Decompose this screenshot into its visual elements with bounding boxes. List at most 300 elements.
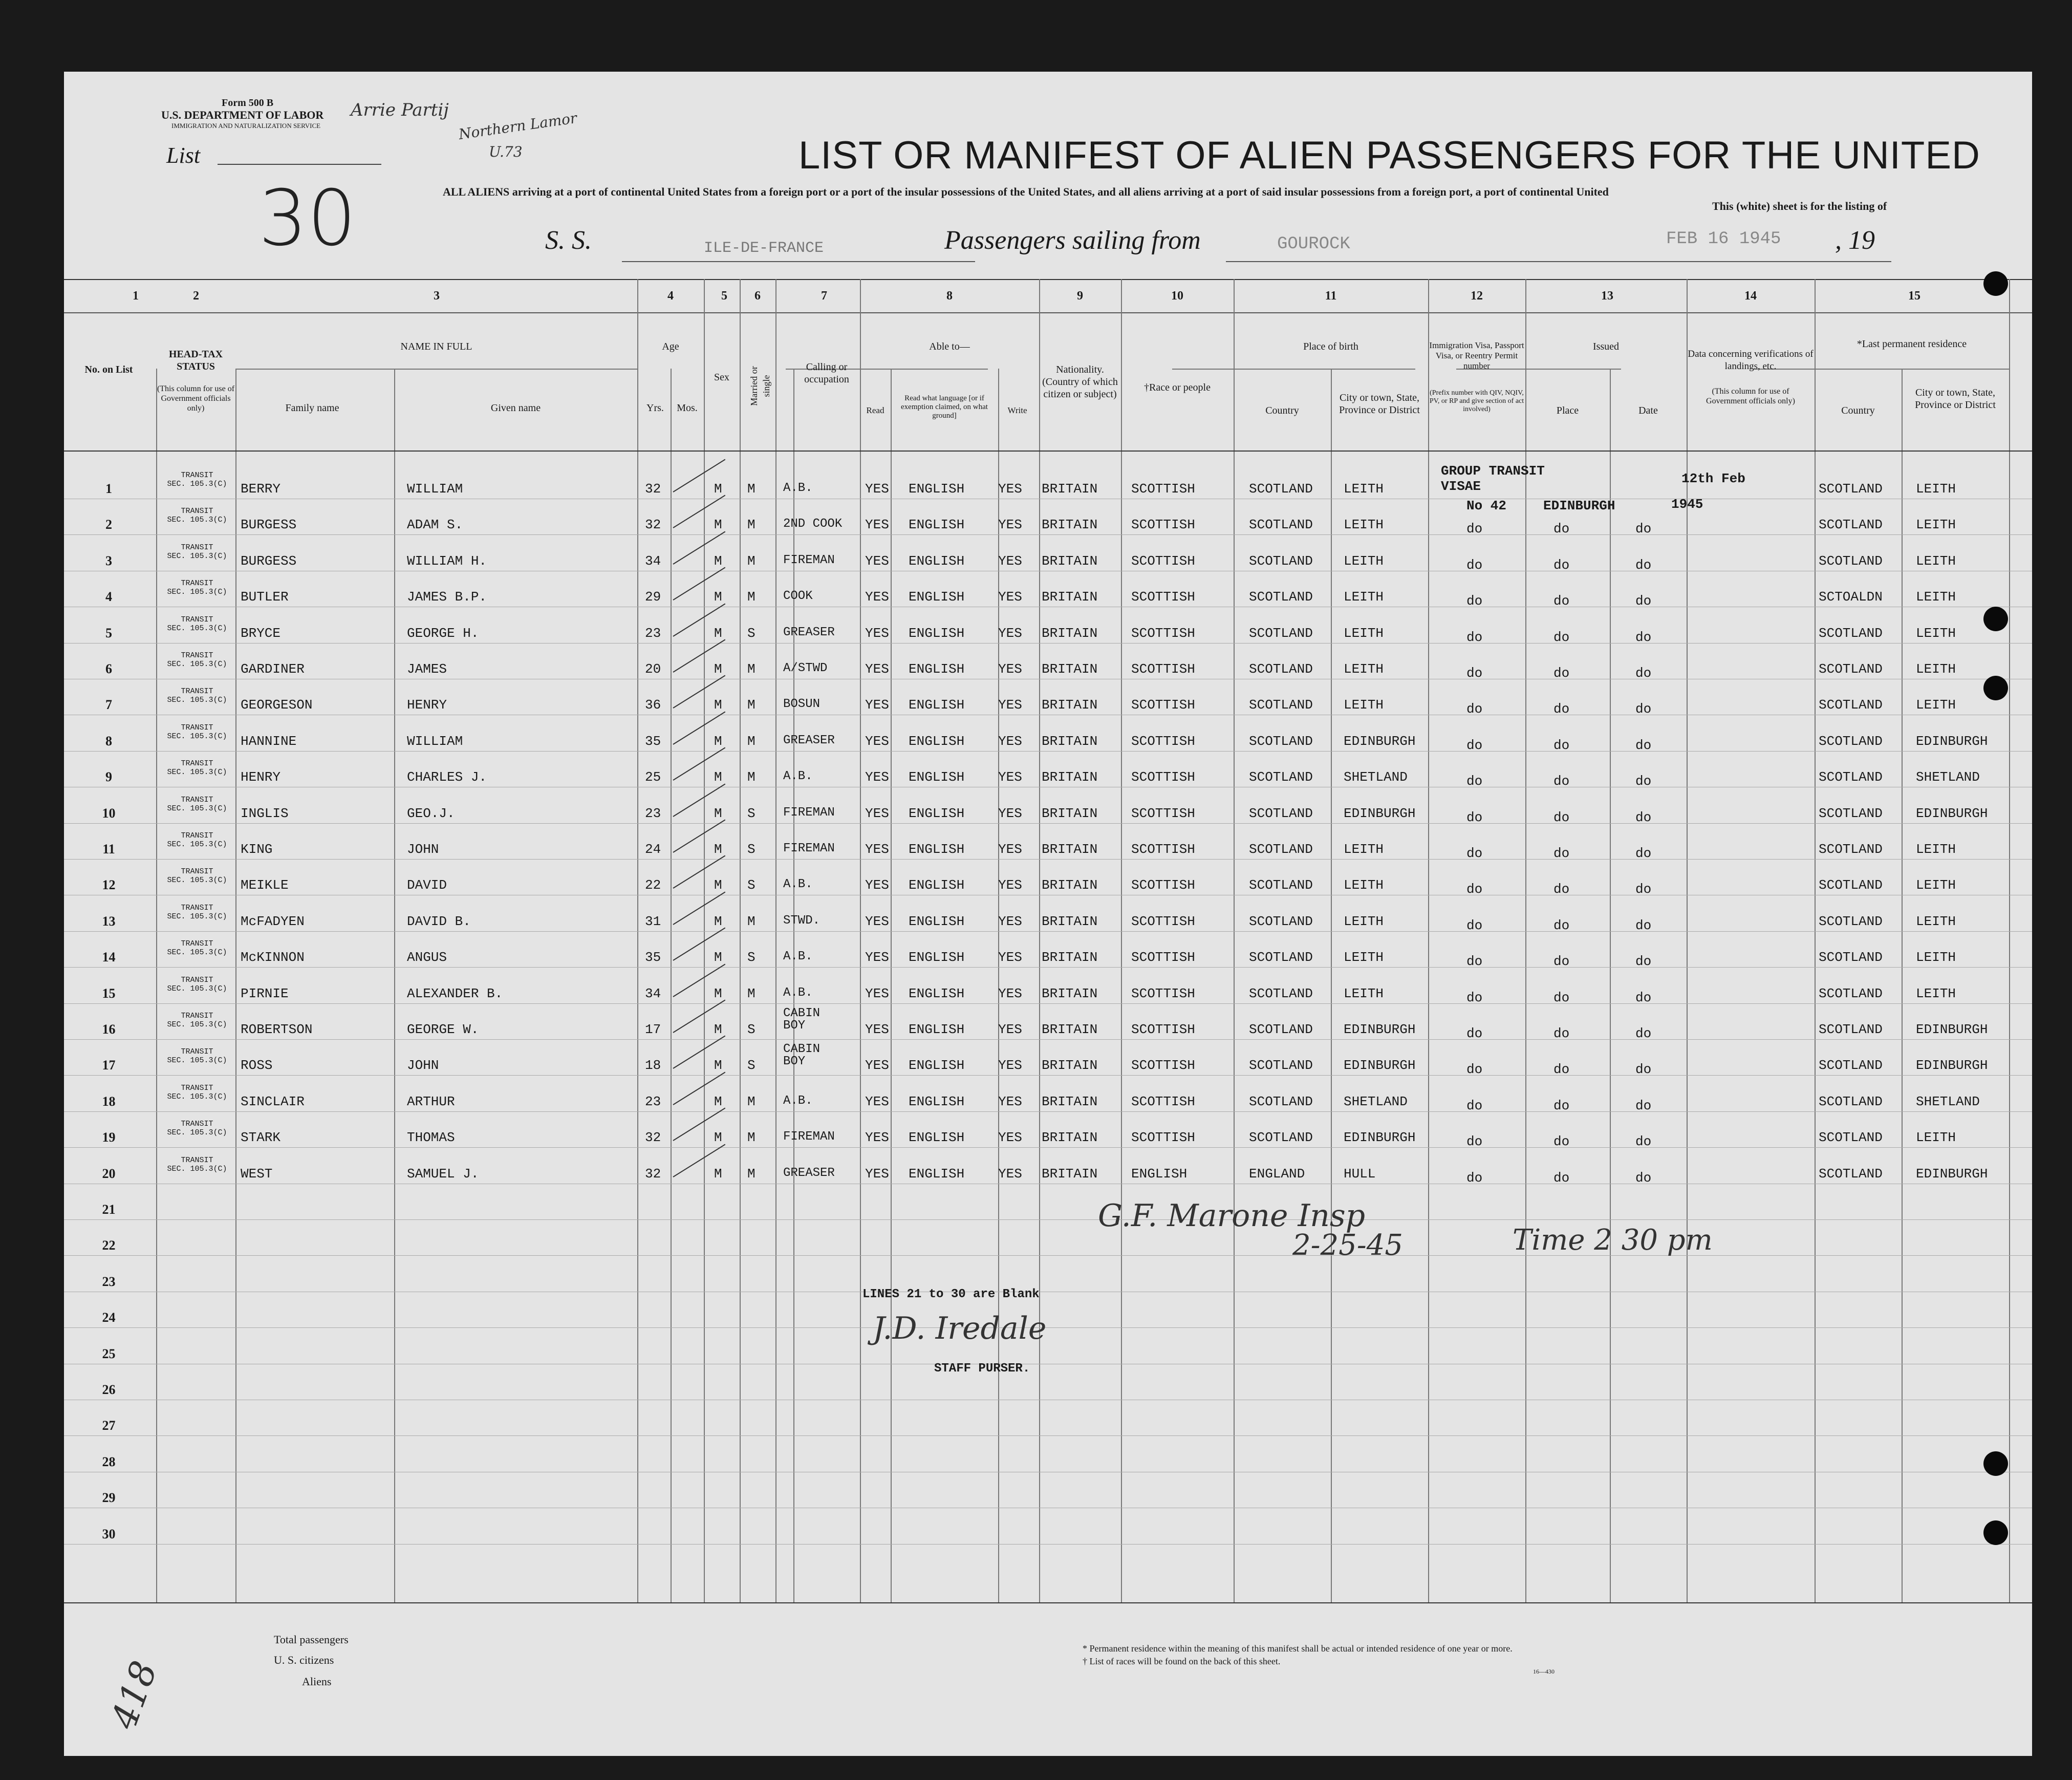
- binder-hole: [1983, 1520, 2008, 1545]
- name-subheader-line: [235, 369, 637, 370]
- table-row: [64, 1120, 2032, 1161]
- birth-country: SCOTLAND: [1249, 1094, 1313, 1109]
- line-number: 21: [102, 1202, 116, 1217]
- column-number: 11: [1325, 289, 1337, 303]
- residence-country: SCOTLAND: [1819, 697, 1883, 713]
- birth-country: SCOTLAND: [1249, 950, 1313, 965]
- race: SCOTTISH: [1131, 734, 1195, 749]
- language: ENGLISH: [909, 626, 965, 641]
- margin-note: 418: [102, 1656, 166, 1734]
- sec-label: SEC. 105.3(C): [167, 480, 227, 488]
- residence-country: SCOTLAND: [1819, 1058, 1883, 1073]
- write: YES: [998, 517, 1022, 532]
- residence-city: SHETLAND: [1916, 769, 1980, 785]
- occupation: A/STWD: [783, 661, 828, 675]
- occupation: FIREMAN: [783, 842, 835, 855]
- table-row: [64, 651, 2032, 692]
- marital-status: M: [747, 661, 756, 677]
- family-name: HANNINE: [241, 734, 297, 749]
- sec-label: SEC. 105.3(C): [167, 912, 227, 921]
- read: YES: [865, 481, 889, 497]
- birth-country: SCOTLAND: [1249, 877, 1313, 893]
- line-number: 16: [102, 1022, 116, 1037]
- nationality: BRITAIN: [1042, 1094, 1098, 1109]
- header-data-note: (This column for use of Government officials only): [1706, 387, 1795, 405]
- language: ENGLISH: [909, 877, 965, 893]
- line-number: 18: [102, 1094, 116, 1109]
- column-number: 15: [1908, 289, 1920, 303]
- family-name: SINCLAIR: [241, 1094, 305, 1109]
- header-place-of-birth: Place of birth: [1303, 341, 1358, 352]
- age-years: 23: [645, 1094, 661, 1109]
- place-ditto: do: [1553, 810, 1570, 825]
- language: ENGLISH: [909, 950, 965, 965]
- residence-city: EDINBURGH: [1916, 1058, 1988, 1073]
- header-res-city: City or town, State, Province or District: [1915, 387, 1996, 411]
- sex: M: [714, 950, 722, 965]
- visa-ditto: do: [1466, 593, 1483, 609]
- footer-total-passengers: Total passengers: [274, 1633, 349, 1646]
- nationality: BRITAIN: [1042, 1022, 1098, 1037]
- date-ditto: do: [1635, 1170, 1652, 1186]
- header-yrs: Yrs.: [646, 402, 664, 414]
- subtitle-line-2: This (white) sheet is for the listing of: [1712, 200, 1887, 212]
- date-ditto: do: [1635, 810, 1652, 825]
- marital-status: M: [747, 1130, 756, 1145]
- birth-country: SCOTLAND: [1249, 589, 1313, 605]
- date-ditto: do: [1635, 630, 1652, 645]
- given-name: GEO.J.: [407, 806, 455, 821]
- visa-ditto: do: [1466, 774, 1483, 789]
- visa-ditto: do: [1466, 701, 1483, 717]
- age-years: 31: [645, 914, 661, 929]
- marital-status: M: [747, 1094, 756, 1109]
- occupation: CABIN BOY: [783, 1006, 821, 1033]
- place-ditto: do: [1553, 1170, 1570, 1186]
- sec-label: SEC. 105.3(C): [167, 516, 227, 524]
- sec-label: SEC. 105.3(C): [167, 768, 227, 777]
- family-name: ROBERTSON: [241, 1022, 313, 1037]
- visa-ditto: do: [1466, 521, 1483, 537]
- race: SCOTTISH: [1131, 842, 1195, 857]
- age-years: 23: [645, 806, 661, 821]
- marital-status: M: [747, 1166, 756, 1182]
- residence-country: SCOTLAND: [1819, 914, 1883, 929]
- residence-country: SCOTLAND: [1819, 769, 1883, 785]
- birth-city: LEITH: [1344, 842, 1384, 857]
- occupation: GREASER: [783, 1166, 835, 1180]
- age-years: 17: [645, 1022, 661, 1037]
- header-race: †Race or people: [1144, 382, 1211, 393]
- footer-note-1: * Permanent residence within the meaning of this manifest shall be actual or intended residence of one year or more.: [1083, 1643, 1513, 1654]
- line-number: 8: [105, 734, 112, 748]
- marital-status: M: [747, 517, 756, 532]
- sex: M: [714, 626, 722, 641]
- transit-label: TRANSIT: [181, 723, 213, 732]
- visa-ditto: do: [1466, 738, 1483, 753]
- given-name: CHARLES J.: [407, 769, 487, 785]
- header-write: Write: [1007, 405, 1027, 415]
- transit-label: TRANSIT: [181, 651, 213, 660]
- occupation: A.B.: [783, 986, 813, 1000]
- line-number: 4: [105, 589, 112, 604]
- inspector-time: Time 2 30 pm: [1513, 1224, 1713, 1257]
- residence-city: EDINBURGH: [1916, 734, 1988, 749]
- sec-label: SEC. 105.3(C): [167, 876, 227, 885]
- transit-label: TRANSIT: [181, 759, 213, 768]
- column-number: 5: [721, 289, 727, 303]
- blank-lines-note: LINES 21 to 30 are Blank: [862, 1288, 1040, 1301]
- place-ditto: do: [1553, 882, 1570, 897]
- sex: M: [714, 1166, 722, 1182]
- table-row: [64, 1156, 2032, 1197]
- write: YES: [998, 877, 1022, 893]
- occupation: BOSUN: [783, 697, 821, 711]
- line-number: 13: [102, 914, 116, 929]
- line-number: 22: [102, 1238, 116, 1253]
- visa-ditto: do: [1466, 810, 1483, 825]
- sex: M: [714, 877, 722, 893]
- write: YES: [998, 626, 1022, 641]
- family-name: PIRNIE: [241, 986, 289, 1001]
- header-head-tax-note: (This column for use of Government officials only): [157, 384, 235, 413]
- write: YES: [998, 553, 1022, 569]
- given-name: SAMUEL J.: [407, 1166, 479, 1182]
- write: YES: [998, 589, 1022, 605]
- line-number: 3: [105, 553, 112, 568]
- page-title: LIST OR MANIFEST OF ALIEN PASSENGERS FOR THE UNITED: [798, 134, 1980, 177]
- family-name: McFADYEN: [241, 914, 305, 929]
- birth-country: SCOTLAND: [1249, 517, 1313, 532]
- race: SCOTTISH: [1131, 877, 1195, 893]
- birth-city: EDINBURGH: [1344, 1022, 1416, 1037]
- visa-ditto: do: [1466, 846, 1483, 861]
- birth-country: SCOTLAND: [1249, 1130, 1313, 1145]
- language: ENGLISH: [909, 517, 965, 532]
- service: IMMIGRATION AND NATURALIZATION SERVICE: [171, 122, 321, 130]
- transit-label: TRANSIT: [181, 796, 213, 804]
- footer-note-2: † List of races will be found on the back of this sheet.: [1083, 1656, 1281, 1666]
- table-row: [64, 723, 2032, 764]
- occupation: A.B.: [783, 1094, 813, 1108]
- residence-city: LEITH: [1916, 697, 1956, 713]
- family-name: KING: [241, 842, 273, 857]
- residence-city: LEITH: [1916, 877, 1956, 893]
- sex: M: [714, 986, 722, 1001]
- given-name: ARTHUR: [407, 1094, 455, 1109]
- race: SCOTTISH: [1131, 1094, 1195, 1109]
- nationality: BRITAIN: [1042, 842, 1098, 857]
- sec-label: SEC. 105.3(C): [167, 1020, 227, 1029]
- transit-label: TRANSIT: [181, 507, 213, 516]
- header-calling: Calling or occupation: [804, 361, 849, 385]
- column-number: 2: [193, 289, 199, 303]
- write: YES: [998, 1166, 1022, 1182]
- table-row: [64, 615, 2032, 656]
- manifest-sheet: [64, 72, 2032, 1756]
- race: SCOTTISH: [1131, 769, 1195, 785]
- header-last-residence: *Last permanent residence: [1857, 338, 1967, 350]
- write: YES: [998, 661, 1022, 677]
- write: YES: [998, 697, 1022, 713]
- given-name: JAMES: [407, 661, 447, 677]
- marital-status: M: [747, 481, 756, 497]
- birth-city: LEITH: [1344, 950, 1384, 965]
- marital-status: S: [747, 950, 756, 965]
- language: ENGLISH: [909, 1058, 965, 1073]
- birth-city: EDINBURGH: [1344, 1130, 1416, 1145]
- family-name: BURGESS: [241, 553, 297, 569]
- nationality: BRITAIN: [1042, 950, 1098, 965]
- write: YES: [998, 1058, 1022, 1073]
- line-number: 30: [102, 1527, 116, 1541]
- birth-city: SHETLAND: [1344, 1094, 1408, 1109]
- date-ditto: do: [1635, 521, 1652, 537]
- column-number: 12: [1471, 289, 1483, 303]
- header-issued-date: Date: [1638, 405, 1658, 416]
- residence-city: LEITH: [1916, 553, 1956, 569]
- sec-label: SEC. 105.3(C): [167, 1092, 227, 1101]
- read: YES: [865, 914, 889, 929]
- nationality: BRITAIN: [1042, 553, 1098, 569]
- table-row: [64, 687, 2032, 728]
- sex: M: [714, 769, 722, 785]
- group-visa-date2: 1945: [1671, 497, 1703, 512]
- residence-country: SCOTLAND: [1819, 950, 1883, 965]
- inspector-date: 2-25-45: [1292, 1229, 1403, 1262]
- given-name: GEORGE H.: [407, 626, 479, 641]
- language: ENGLISH: [909, 553, 965, 569]
- language: ENGLISH: [909, 806, 965, 821]
- birth-city: LEITH: [1344, 877, 1384, 893]
- write: YES: [998, 1094, 1022, 1109]
- sex: M: [714, 589, 722, 605]
- date-ditto: do: [1635, 846, 1652, 861]
- residence-country: SCOTLAND: [1819, 734, 1883, 749]
- header-birth-country: Country: [1265, 405, 1299, 416]
- read: YES: [865, 1022, 889, 1037]
- read: YES: [865, 1130, 889, 1145]
- occupation: A.B.: [783, 769, 813, 783]
- row-line: [64, 1219, 2032, 1220]
- occupation: FIREMAN: [783, 553, 835, 567]
- nationality: BRITAIN: [1042, 806, 1098, 821]
- birth-country: SCOTLAND: [1249, 626, 1313, 641]
- line-number: 26: [102, 1382, 116, 1397]
- nationality: BRITAIN: [1042, 481, 1098, 497]
- sec-label: SEC. 105.3(C): [167, 696, 227, 704]
- line-number: 28: [102, 1454, 116, 1469]
- residence-city: EDINBURGH: [1916, 806, 1988, 821]
- header-age: Age: [662, 341, 679, 352]
- row-line: [64, 1435, 2032, 1436]
- language: ENGLISH: [909, 1166, 965, 1182]
- date-ditto: do: [1635, 774, 1652, 789]
- age-years: 24: [645, 842, 661, 857]
- read: YES: [865, 553, 889, 569]
- nationality: BRITAIN: [1042, 1058, 1098, 1073]
- read: YES: [865, 661, 889, 677]
- residence-city: LEITH: [1916, 589, 1956, 605]
- read: YES: [865, 734, 889, 749]
- given-name: WILLIAM: [407, 734, 463, 749]
- language: ENGLISH: [909, 481, 965, 497]
- sex: M: [714, 806, 722, 821]
- header-family-name: Family name: [285, 402, 339, 414]
- line-number: 17: [102, 1058, 116, 1073]
- place-ditto: do: [1553, 1026, 1570, 1041]
- race: ENGLISH: [1131, 1166, 1188, 1182]
- date-ditto: do: [1635, 1098, 1652, 1113]
- header-sex: Sex: [714, 372, 729, 383]
- family-name: STARK: [241, 1130, 281, 1145]
- place-ditto: do: [1553, 701, 1570, 717]
- language: ENGLISH: [909, 1022, 965, 1037]
- ship-line: [622, 261, 975, 262]
- transit-label: TRANSIT: [181, 867, 213, 876]
- given-name: DAVID: [407, 877, 447, 893]
- age-years: 23: [645, 626, 661, 641]
- header-no-on-list: No. on List: [84, 364, 133, 375]
- nationality: BRITAIN: [1042, 517, 1098, 532]
- visa-ditto: do: [1466, 882, 1483, 897]
- residence-country: SCOTLAND: [1819, 1022, 1883, 1037]
- sec-label: SEC. 105.3(C): [167, 948, 227, 957]
- line-number: 24: [102, 1310, 116, 1325]
- place-ditto: do: [1553, 738, 1570, 753]
- sailing-label: Passengers sailing from: [944, 226, 1201, 255]
- line-number: 11: [102, 842, 115, 856]
- nationality: BRITAIN: [1042, 589, 1098, 605]
- header-data-landings: Data concerning verifications of landings, etc.: [1688, 349, 1814, 372]
- list-number: 30: [258, 174, 356, 263]
- marital-status: S: [747, 1058, 756, 1073]
- date-line: [1605, 261, 1891, 262]
- date-ditto: do: [1635, 1062, 1652, 1077]
- line-number: 12: [102, 877, 116, 892]
- place-ditto: do: [1553, 593, 1570, 609]
- binder-hole: [1983, 607, 2008, 631]
- place-ditto: do: [1553, 774, 1570, 789]
- transit-label: TRANSIT: [181, 1156, 213, 1165]
- header-name-in-full: NAME IN FULL: [400, 341, 472, 352]
- table-row: [64, 867, 2032, 908]
- row-line: [64, 1544, 2032, 1545]
- given-name: JOHN: [407, 842, 439, 857]
- language: ENGLISH: [909, 734, 965, 749]
- language: ENGLISH: [909, 769, 965, 785]
- family-name: GEORGESON: [241, 697, 313, 713]
- write: YES: [998, 806, 1022, 821]
- write: YES: [998, 734, 1022, 749]
- row-line: [64, 1255, 2032, 1256]
- column-number: 13: [1601, 289, 1613, 303]
- birth-city: EDINBURGH: [1344, 806, 1416, 821]
- group-visa-place: EDINBURGH: [1543, 498, 1615, 513]
- given-name: THOMAS: [407, 1130, 455, 1145]
- binder-hole: [1983, 271, 2008, 296]
- occupation: A.B.: [783, 481, 813, 495]
- visa-ditto: do: [1466, 1170, 1483, 1186]
- family-name: BURGESS: [241, 517, 297, 532]
- header-nationality: Nationality. (Country of which citizen or subject): [1042, 364, 1118, 400]
- visa-ditto: do: [1466, 666, 1483, 681]
- marital-status: M: [747, 769, 756, 785]
- marital-status: S: [747, 806, 756, 821]
- header-birth-city: City or town, State, Province or District: [1339, 392, 1420, 416]
- line-number: 29: [102, 1490, 116, 1505]
- read: YES: [865, 589, 889, 605]
- marital-status: M: [747, 553, 756, 569]
- staff-purser: STAFF PURSER.: [934, 1362, 1030, 1376]
- age-years: 22: [645, 877, 661, 893]
- occupation: A.B.: [783, 950, 813, 963]
- birth-city: SHETLAND: [1344, 769, 1408, 785]
- residence-country: SCOTLAND: [1819, 517, 1883, 532]
- line-number: 25: [102, 1346, 116, 1361]
- binder-hole: [1983, 1451, 2008, 1476]
- department: U.S. DEPARTMENT OF LABOR: [161, 109, 324, 121]
- sex: M: [714, 553, 722, 569]
- visa-ditto: do: [1466, 954, 1483, 969]
- table-row: [64, 759, 2032, 800]
- date-ditto: do: [1635, 593, 1652, 609]
- nationality: BRITAIN: [1042, 914, 1098, 929]
- write: YES: [998, 1022, 1022, 1037]
- binder-hole: [1983, 676, 2008, 700]
- transit-label: TRANSIT: [181, 976, 213, 984]
- column-number: 8: [946, 289, 953, 303]
- place-ditto: do: [1553, 846, 1570, 861]
- header-given-name: Given name: [490, 402, 541, 414]
- table-row: [64, 796, 2032, 837]
- date-ditto: do: [1635, 990, 1652, 1005]
- date-ditto: do: [1635, 1134, 1652, 1149]
- occupation: STWD.: [783, 914, 821, 928]
- line-number: 20: [102, 1166, 116, 1181]
- table-row: [64, 939, 2032, 980]
- nationality: BRITAIN: [1042, 769, 1098, 785]
- read: YES: [865, 1094, 889, 1109]
- sex: M: [714, 734, 722, 749]
- birth-country: SCOTLAND: [1249, 1058, 1313, 1073]
- read: YES: [865, 769, 889, 785]
- sex: M: [714, 914, 722, 929]
- occupation: 2ND COOK: [783, 517, 843, 531]
- birth-city: LEITH: [1344, 589, 1384, 605]
- sec-label: SEC. 105.3(C): [167, 624, 227, 633]
- table-row: [64, 831, 2032, 872]
- line-number: 14: [102, 950, 116, 964]
- date-ditto: do: [1635, 666, 1652, 681]
- table-top-border: [64, 279, 2032, 280]
- birth-country: SCOTLAND: [1249, 914, 1313, 929]
- year-label: , 19: [1835, 226, 1875, 255]
- birth-city: LEITH: [1344, 626, 1384, 641]
- list-label: List: [166, 143, 201, 168]
- birth-country: SCOTLAND: [1249, 661, 1313, 677]
- ss-label: S. S.: [545, 226, 592, 255]
- age-years: 29: [645, 589, 661, 605]
- birth-country: SCOTLAND: [1249, 553, 1313, 569]
- given-name: JAMES B.P.: [407, 589, 487, 605]
- column-number: 6: [754, 289, 761, 303]
- birth-country: SCOTLAND: [1249, 734, 1313, 749]
- table-row: [64, 1006, 2032, 1053]
- port-line: [1226, 261, 1656, 262]
- occupation: GREASER: [783, 734, 835, 747]
- race: SCOTTISH: [1131, 1022, 1195, 1037]
